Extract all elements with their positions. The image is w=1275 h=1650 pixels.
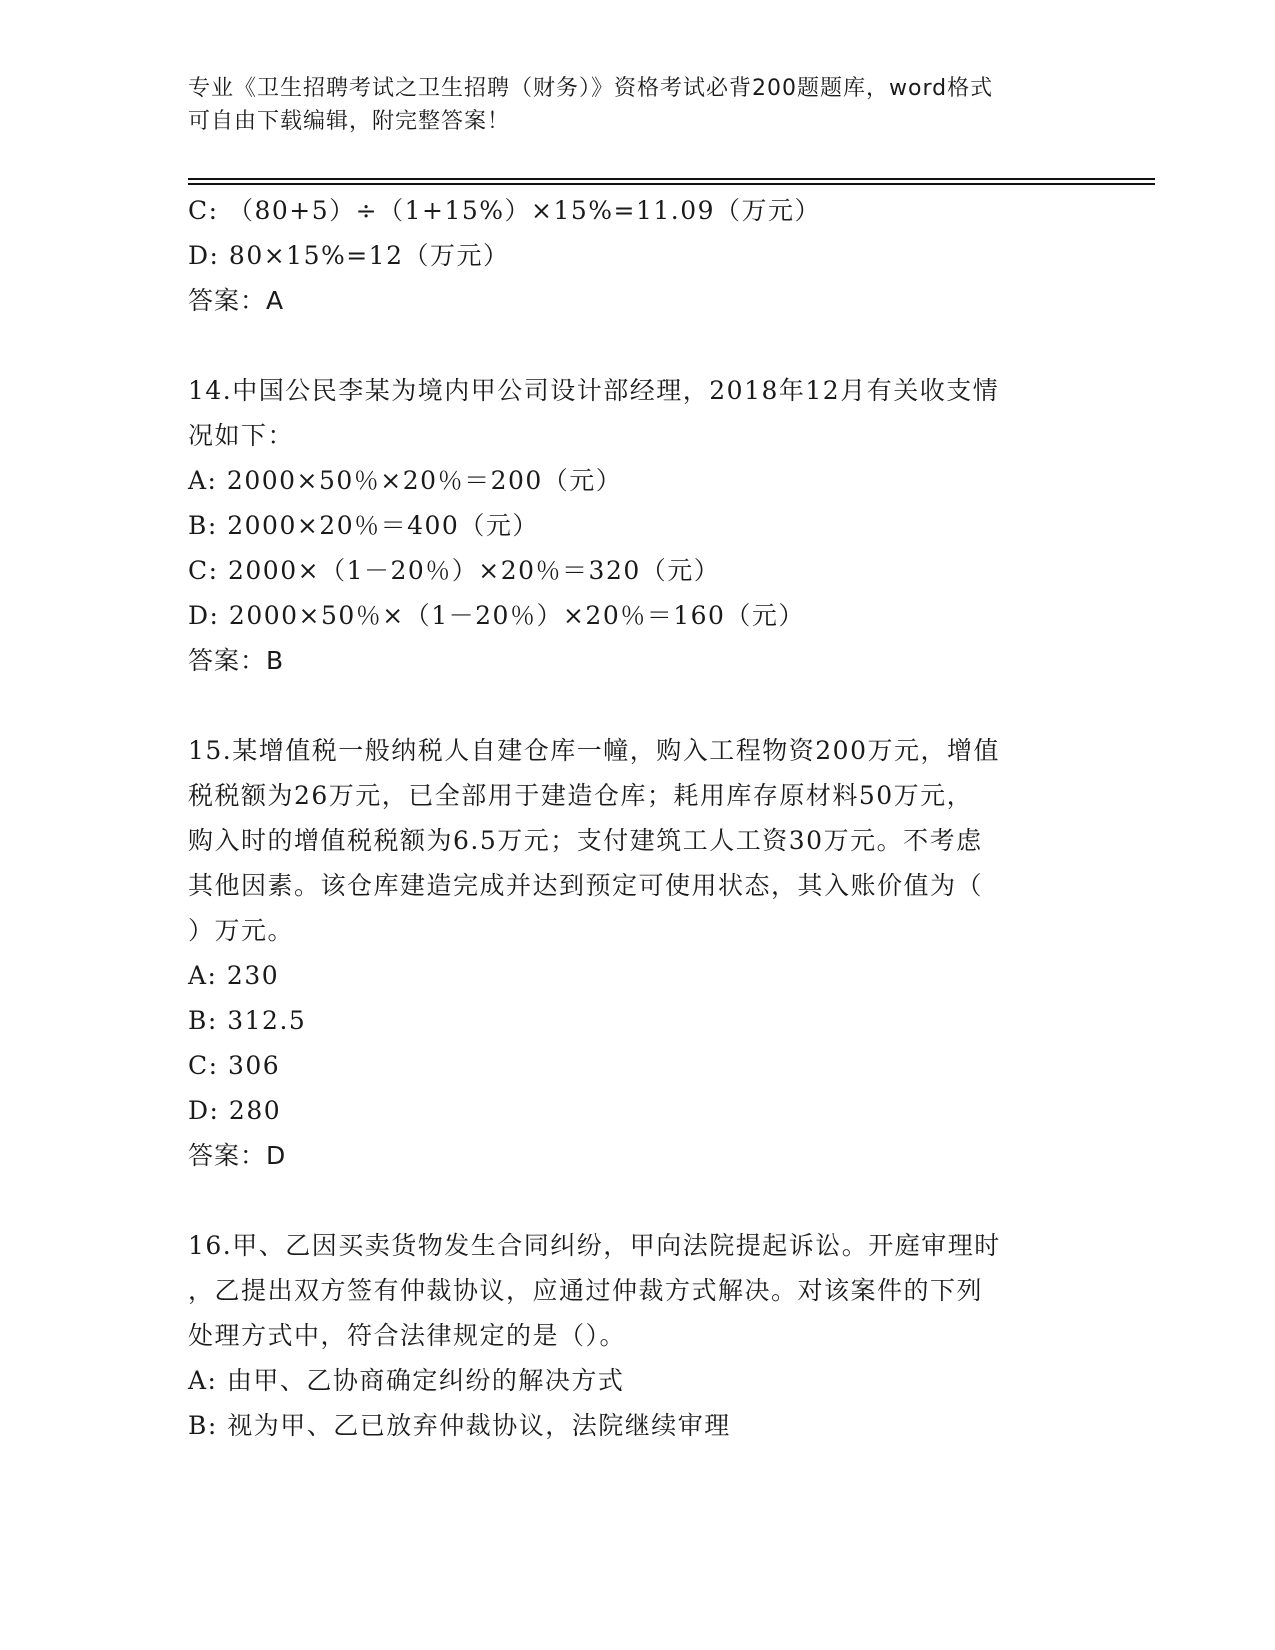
header-divider-bottom <box>188 183 1155 185</box>
spacer <box>188 1178 1088 1223</box>
option-b: B: 2000×20％＝400（元） <box>188 511 539 540</box>
question-stem-line: 况如下： <box>188 421 295 450</box>
answer-line: 答案：B <box>188 646 285 675</box>
option-a: A: 2000×50％×20％＝200（元） <box>188 466 623 495</box>
question-stem-line: 税税额为26万元，已全部用于建造仓库；耗用库存原材料50万元， <box>188 781 974 810</box>
question-stem-line: 其他因素。该仓库建造完成并达到预定可使用状态，其入账价值为（ <box>188 871 984 900</box>
header-line-1: 专业《卫生招聘考试之卫生招聘（财务）》资格考试必背200题题库，word格式 <box>188 76 994 101</box>
question-stem-line: 16.甲、乙因买卖货物发生合同纠纷，甲向法院提起诉讼。开庭审理时 <box>188 1231 1001 1260</box>
answer-line: 答案：A <box>188 286 285 315</box>
spacer <box>188 683 1088 728</box>
option-a: A: 由甲、乙协商确定纠纷的解决方式 <box>188 1366 625 1395</box>
question-stem-line: ）万元。 <box>188 916 295 945</box>
option-c: C: 2000×（1－20％）×20％＝320（元） <box>188 556 721 585</box>
question-16 <box>188 1223 1088 1448</box>
document-header <box>188 72 1068 138</box>
header-line-2: 可自由下载编辑，附完整答案！ <box>188 109 511 134</box>
option-a: A: 230 <box>188 961 280 990</box>
question-15 <box>188 728 1088 1178</box>
option-d: D: 2000×50％×（1－20％）×20％＝160（元） <box>188 601 805 630</box>
option-b: B: 312.5 <box>188 1006 307 1035</box>
answer-line: 答案：D <box>188 1141 287 1170</box>
option-c: C: 306 <box>188 1051 281 1080</box>
question-13-tail <box>188 188 1088 323</box>
question-stem-line: 购入时的增值税税额为6.5万元；支付建筑工人工资30万元。不考虑 <box>188 826 983 855</box>
question-stem-line: 15.某增值税一般纳税人自建仓库一幢，购入工程物资200万元，增值 <box>188 736 1000 765</box>
question-stem-line: ，乙提出双方签有仲裁协议，应通过仲裁方式解决。对该案件的下列 <box>188 1276 984 1305</box>
header-divider-top <box>188 178 1155 180</box>
question-stem-line: 处理方式中，符合法律规定的是（）。 <box>188 1321 627 1350</box>
question-14 <box>188 368 1088 683</box>
option-c: C: （80+5）÷（1+15%）×15%=11.09（万元） <box>188 196 822 225</box>
question-stem-line: 14.中国公民李某为境内甲公司设计部经理，2018年12月有关收支情 <box>188 376 1000 405</box>
spacer <box>188 323 1088 368</box>
option-b: B: 视为甲、乙已放弃仲裁协议，法院继续审理 <box>188 1411 731 1440</box>
document-body <box>188 188 1088 1448</box>
option-d: D: 80×15%=12（万元） <box>188 241 510 270</box>
option-d: D: 280 <box>188 1096 282 1125</box>
